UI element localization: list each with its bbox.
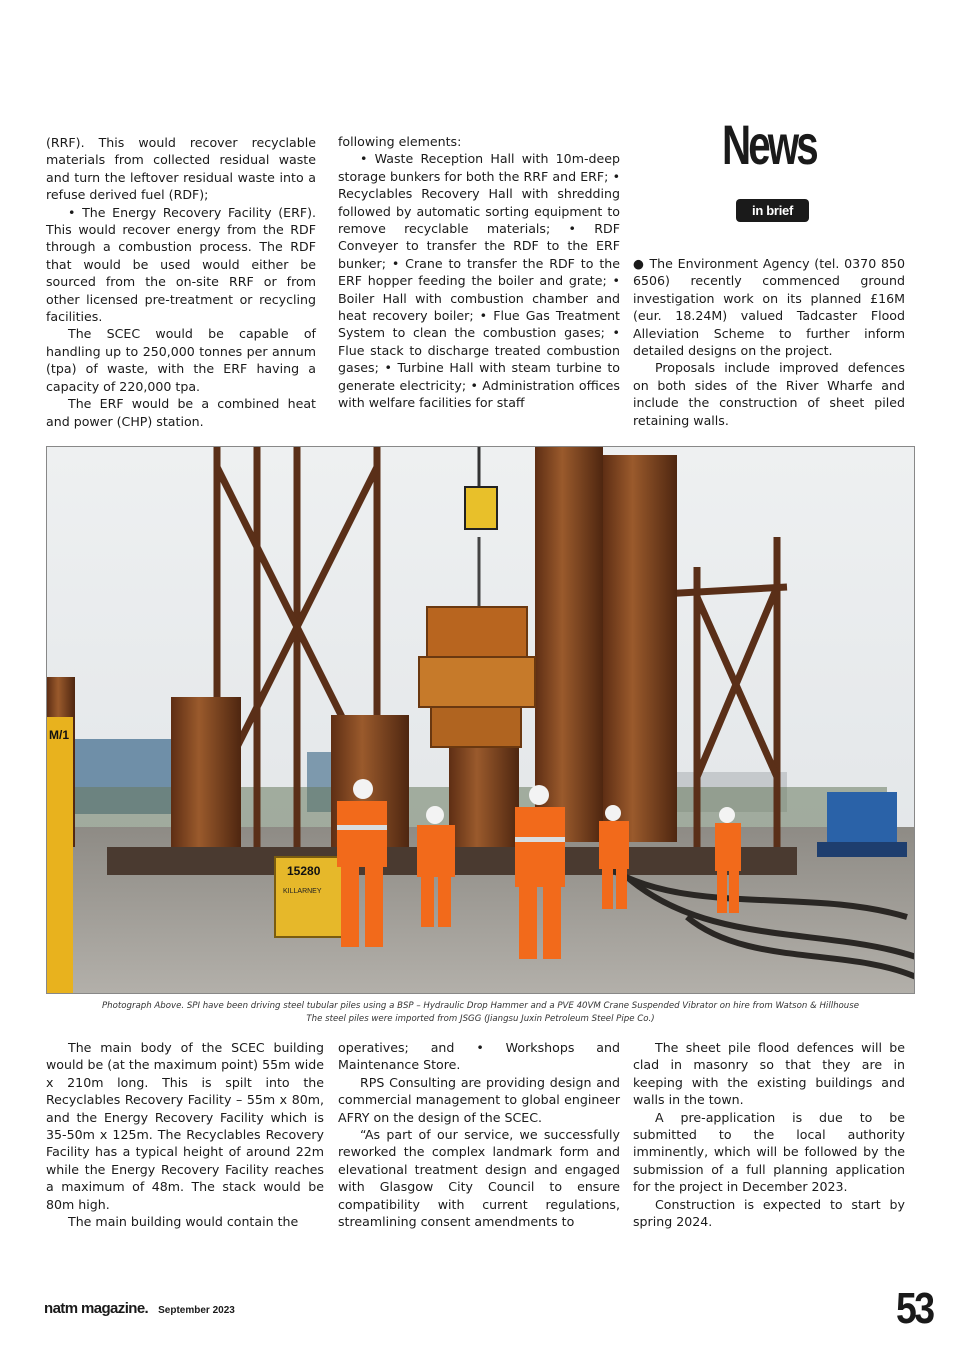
- bottom-column-1: [46, 1039, 324, 1230]
- crane-hook-block: [465, 487, 497, 529]
- steel-pile: [449, 732, 519, 852]
- steel-pile: [603, 455, 677, 842]
- page-number: 53: [896, 1284, 933, 1333]
- blue-crane-tracks: [817, 842, 907, 857]
- paragraph: The ERF would be a combined heat and power (CHP) station.: [46, 396, 316, 429]
- sign-post: [47, 717, 73, 994]
- top-column-3: [633, 255, 905, 429]
- paragraph: (RRF). This would recover recyclable materials from collected residual waste and turn the leftover residual waste into a refuse derived fuel (RDF);: [46, 135, 316, 203]
- top-column-2: [338, 133, 620, 412]
- in-brief-badge: in brief: [736, 199, 809, 222]
- section-title: News: [722, 113, 816, 176]
- paragraph: The main building would contain the: [68, 1214, 299, 1230]
- paragraph: RPS Consulting are providing design and commercial management to global engineer AFRY on the design of the SCEC.: [338, 1074, 620, 1125]
- bottom-column-2: [338, 1039, 620, 1230]
- paragraph: Construction is expected to start by spring 2024.: [633, 1196, 905, 1230]
- blue-crane: [827, 792, 897, 847]
- vibrator-top: [427, 607, 527, 657]
- paragraph: Proposals include improved defences on both sides of the River Wharfe and include the construction of sheet piled retaining walls.: [633, 360, 905, 428]
- paragraph: • The Energy Recovery Facility (ERF). This would recover energy from the RDF through a combustion process. The RDF that would be used would either be sourced from the on-site RRF or from other licensed pre-treatment or recycling facilities.: [46, 204, 316, 325]
- caption-line: The steel piles were imported from JSGG (Jiangsu Juxin Petroleum Steel Pipe Co.): [306, 1014, 655, 1024]
- paragraph: “As part of our service, we successfully reworked the complex landmark form and elevational treatment design and engaged with Glasgow City Council to ensure compatibility with current regulations, streamlining consent amendments to: [338, 1127, 620, 1230]
- vibrator-clamp: [431, 707, 521, 747]
- sign-text: M/1: [49, 728, 70, 742]
- caption-line: Photograph Above. SPI have been driving steel tubular piles using a BSP – Hydraulic Drop Hammer and a PVE 40VM Crane Suspended Vibrator on hire from Watson & Hillhouse: [101, 1001, 860, 1011]
- paragraph: following elements:: [338, 134, 462, 149]
- magazine-name: natm magazine.: [44, 1300, 149, 1317]
- photo-illustration: [47, 447, 915, 994]
- paragraph: The sheet pile flood defences will be clad in masonry so that they are in keeping with the existing buildings and walls in the town.: [633, 1040, 905, 1108]
- generator-number: 15280: [287, 864, 321, 878]
- paragraph: A pre-application is due to be submitted to the local authority imminently, which will be followed by the submission of a full planning application for the project in December 2023.: [633, 1109, 905, 1195]
- generator-brand: KILLARNEY: [283, 888, 322, 895]
- photo-caption: [46, 1000, 915, 1026]
- site-photograph: [46, 446, 915, 994]
- vibrator-body: [419, 657, 535, 707]
- steel-pile: [171, 697, 241, 847]
- issue-date: September 2023: [158, 1305, 235, 1316]
- paragraph: • Waste Reception Hall with 10m-deep storage bunkers for both the RRF and ERF; • Recyclables Recovery Hall with shredding followed by automatic sorting equipment to remove recyclable materials; • RDF Conveyer to transfer the RDF to the ERF bunker; • Crane to transfer the RDF to the ERF hopper feeding the boiler and grate; • Boiler Hall with combustion chamber and heat recovery boiler; • Flue Gas Treatment System to clean the combustion gases; • Flue stack to discharge treated combustion gases; • Turbine Hall with steam turbine to generate electricity; • Administration offices with welfare facilities for staff: [338, 151, 620, 411]
- paragraph: The SCEC would be capable of handling up to 250,000 tonnes per annum (tpa) of waste, with the ERF having a capacity of 220,000 tpa.: [46, 326, 316, 394]
- paragraph: operatives; and • Workshops and Maintenance Store.: [338, 1040, 620, 1073]
- paragraph: ● The Environment Agency (tel. 0370 850 6506) recently commenced ground investigation work on its planned £16M (eur. 18.24M) valued Tadcaster Flood Alleviation Scheme to further inform detailed designs on the project.: [633, 256, 905, 359]
- paragraph: The main body of the SCEC building would be (at the maximum point) 55m wide x 210m long. This is spilt into the Recyclables Recovery Facility – 55m x 80m, and the Energy Recovery Facility which is 35-50m x 125m. The Recyclables Recovery Facility has a typical height of around 22m while the Energy Recovery Facility reaches a maximum of 48m. The stack would be 80m high.: [46, 1040, 324, 1212]
- steel-pile: [535, 447, 603, 842]
- bottom-column-3: [633, 1039, 905, 1230]
- footer: [44, 1300, 235, 1318]
- top-column-1: [46, 134, 316, 430]
